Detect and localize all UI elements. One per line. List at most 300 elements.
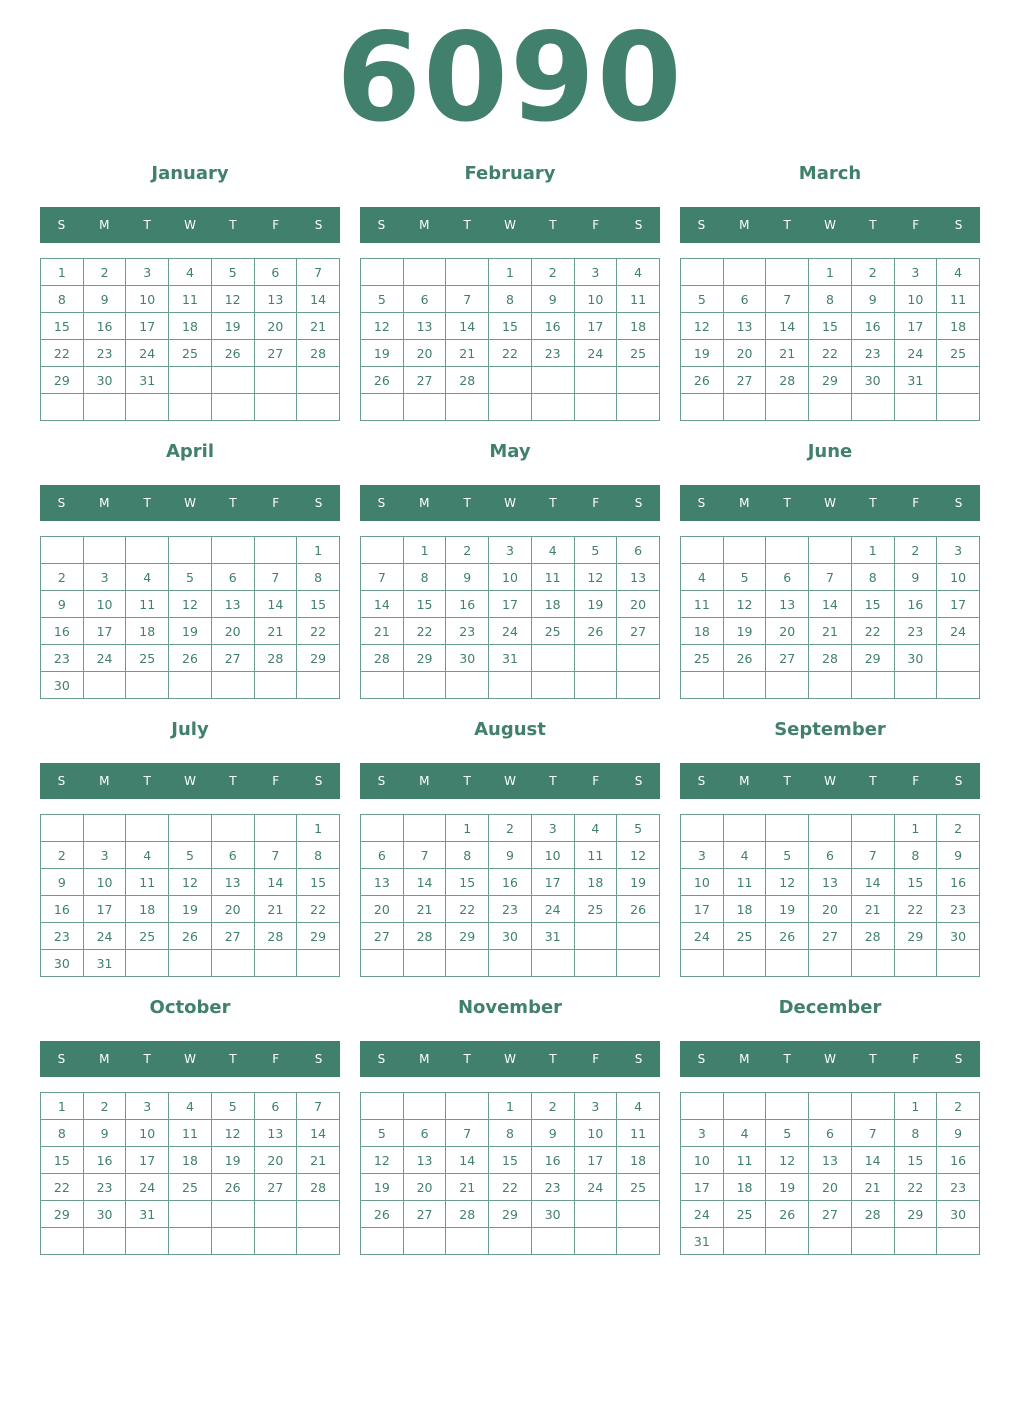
day-cell	[723, 815, 766, 842]
day-cell	[83, 672, 126, 699]
day-cell: 9	[489, 842, 532, 869]
day-cell	[851, 1228, 894, 1255]
week-row	[361, 842, 660, 869]
day-cell: 25	[937, 340, 980, 367]
day-cell: 12	[211, 286, 254, 313]
weekday-label: T	[463, 496, 471, 510]
weekday-label: S	[954, 1052, 963, 1066]
day-cell: 9	[894, 564, 937, 591]
day-cell: 18	[574, 869, 617, 896]
day-cell: 31	[489, 645, 532, 672]
day-cell: 30	[489, 923, 532, 950]
day-cell	[809, 672, 852, 699]
day-cell	[531, 367, 574, 394]
day-cell: 3	[681, 1120, 724, 1147]
day-cell	[617, 394, 660, 421]
weekday-label: T	[229, 218, 237, 232]
day-cell: 4	[723, 842, 766, 869]
day-cell: 3	[681, 842, 724, 869]
day-cell: 18	[617, 313, 660, 340]
day-cell: 5	[766, 842, 809, 869]
week-row	[361, 1228, 660, 1255]
day-cell: 30	[41, 672, 84, 699]
weekday-label: W	[824, 218, 836, 232]
day-cell: 22	[851, 618, 894, 645]
day-cell: 25	[723, 923, 766, 950]
day-cell	[297, 367, 340, 394]
day-cell: 5	[211, 1093, 254, 1120]
day-cell: 2	[894, 537, 937, 564]
day-cell: 21	[297, 313, 340, 340]
weekday-header	[360, 485, 660, 521]
day-cell: 7	[254, 564, 297, 591]
day-cell	[681, 950, 724, 977]
day-cell: 24	[574, 1174, 617, 1201]
weekday-header	[680, 207, 980, 243]
day-cell: 20	[403, 1174, 446, 1201]
day-cell: 2	[937, 1093, 980, 1120]
day-cell: 18	[723, 1174, 766, 1201]
week-row	[361, 815, 660, 842]
day-cell: 28	[254, 923, 297, 950]
weekday-label: M	[739, 1052, 750, 1066]
day-cell: 28	[851, 923, 894, 950]
day-cell	[489, 1228, 532, 1255]
month-name: October	[149, 997, 231, 1018]
week-row	[681, 367, 980, 394]
day-cell: 15	[297, 869, 340, 896]
week-row	[681, 286, 980, 313]
weekday-label: S	[57, 774, 66, 788]
month-name: April	[165, 441, 215, 462]
day-cell: 9	[446, 564, 489, 591]
day-cell: 3	[83, 842, 126, 869]
week-row	[41, 286, 340, 313]
day-cell: 20	[211, 618, 254, 645]
weekday-label: S	[314, 1052, 323, 1066]
day-cell: 17	[531, 869, 574, 896]
week-row	[361, 286, 660, 313]
day-cell: 4	[681, 564, 724, 591]
day-cell: 13	[211, 591, 254, 618]
day-cell: 27	[723, 367, 766, 394]
month-october	[40, 996, 340, 1266]
day-cell: 18	[617, 1147, 660, 1174]
weekday-label: S	[954, 774, 963, 788]
day-cell: 23	[83, 1174, 126, 1201]
day-cell: 24	[681, 923, 724, 950]
days-table	[680, 1092, 980, 1255]
day-cell	[574, 394, 617, 421]
day-cell	[446, 394, 489, 421]
day-cell: 1	[894, 1093, 937, 1120]
weekday-label: T	[549, 496, 557, 510]
days-table	[680, 258, 980, 421]
day-cell: 14	[851, 1147, 894, 1174]
day-cell: 9	[851, 286, 894, 313]
day-cell	[723, 672, 766, 699]
day-cell	[617, 645, 660, 672]
day-cell: 24	[574, 340, 617, 367]
day-cell: 2	[851, 259, 894, 286]
day-cell: 21	[851, 896, 894, 923]
day-cell: 16	[851, 313, 894, 340]
week-row	[41, 672, 340, 699]
day-cell: 13	[361, 869, 404, 896]
day-cell: 11	[681, 591, 724, 618]
day-cell: 15	[809, 313, 852, 340]
day-cell: 13	[809, 1147, 852, 1174]
weekday-label: T	[869, 218, 877, 232]
day-cell	[361, 1228, 404, 1255]
week-row	[361, 923, 660, 950]
day-cell: 19	[723, 618, 766, 645]
day-cell: 2	[83, 259, 126, 286]
day-cell: 6	[254, 259, 297, 286]
day-cell: 29	[446, 923, 489, 950]
weekday-label: W	[824, 1052, 836, 1066]
day-cell: 21	[446, 1174, 489, 1201]
days-table	[360, 814, 660, 977]
day-cell: 6	[211, 842, 254, 869]
day-cell: 16	[83, 313, 126, 340]
day-cell	[617, 950, 660, 977]
weekday-label: T	[783, 496, 791, 510]
day-cell: 28	[361, 645, 404, 672]
day-cell: 1	[41, 1093, 84, 1120]
week-row	[361, 1120, 660, 1147]
weekday-label: M	[99, 774, 110, 788]
day-cell: 30	[41, 950, 84, 977]
month-name: November	[457, 997, 563, 1018]
week-row	[681, 923, 980, 950]
day-cell: 20	[254, 1147, 297, 1174]
day-cell: 4	[617, 259, 660, 286]
week-row	[681, 340, 980, 367]
month-name: June	[807, 441, 853, 462]
weekday-label: S	[697, 496, 706, 510]
day-cell: 28	[851, 1201, 894, 1228]
day-cell	[254, 367, 297, 394]
day-cell: 1	[809, 259, 852, 286]
weekday-label: F	[912, 218, 920, 232]
day-cell: 26	[723, 645, 766, 672]
day-cell	[574, 672, 617, 699]
day-cell: 11	[937, 286, 980, 313]
day-cell: 30	[937, 1201, 980, 1228]
week-row	[361, 896, 660, 923]
day-cell: 26	[681, 367, 724, 394]
day-cell	[361, 672, 404, 699]
day-cell	[937, 672, 980, 699]
day-cell	[937, 645, 980, 672]
week-row	[41, 645, 340, 672]
day-cell	[531, 672, 574, 699]
day-cell: 9	[41, 869, 84, 896]
day-cell	[254, 950, 297, 977]
day-cell: 8	[403, 564, 446, 591]
day-cell: 15	[851, 591, 894, 618]
day-cell: 29	[41, 367, 84, 394]
day-cell	[681, 259, 724, 286]
day-cell: 11	[126, 869, 169, 896]
day-cell: 6	[809, 1120, 852, 1147]
day-cell: 29	[894, 923, 937, 950]
day-cell: 28	[403, 923, 446, 950]
day-cell: 28	[809, 645, 852, 672]
weekday-header	[360, 207, 660, 243]
day-cell: 4	[169, 1093, 212, 1120]
week-row	[681, 591, 980, 618]
day-cell: 10	[574, 286, 617, 313]
day-cell: 21	[254, 618, 297, 645]
day-cell: 24	[894, 340, 937, 367]
weekday-label: W	[504, 496, 516, 510]
day-cell	[851, 815, 894, 842]
day-cell: 10	[574, 1120, 617, 1147]
month-november	[360, 996, 660, 1266]
day-cell: 26	[574, 618, 617, 645]
weekday-label: F	[592, 218, 600, 232]
day-cell: 18	[681, 618, 724, 645]
month-name: January	[151, 163, 229, 184]
weekday-label: W	[504, 1052, 516, 1066]
day-cell: 24	[126, 340, 169, 367]
day-cell: 23	[489, 896, 532, 923]
weekday-label: S	[57, 496, 66, 510]
day-cell: 27	[809, 923, 852, 950]
day-cell: 31	[894, 367, 937, 394]
day-cell	[937, 950, 980, 977]
day-cell	[809, 1093, 852, 1120]
day-cell: 2	[937, 815, 980, 842]
day-cell: 28	[766, 367, 809, 394]
day-cell	[169, 672, 212, 699]
day-cell	[83, 394, 126, 421]
day-cell: 3	[126, 259, 169, 286]
weekday-label: W	[504, 218, 516, 232]
day-cell: 30	[83, 367, 126, 394]
day-cell: 14	[446, 1147, 489, 1174]
day-cell: 8	[489, 1120, 532, 1147]
day-cell	[489, 394, 532, 421]
day-cell: 19	[681, 340, 724, 367]
day-cell	[574, 367, 617, 394]
day-cell: 11	[574, 842, 617, 869]
day-cell	[41, 815, 84, 842]
week-row	[681, 618, 980, 645]
day-cell: 17	[937, 591, 980, 618]
day-cell: 12	[574, 564, 617, 591]
weekday-label: T	[143, 774, 151, 788]
day-cell	[894, 394, 937, 421]
day-cell: 5	[723, 564, 766, 591]
day-cell: 22	[489, 1174, 532, 1201]
day-cell: 28	[297, 1174, 340, 1201]
day-cell: 15	[41, 1147, 84, 1174]
day-cell: 4	[723, 1120, 766, 1147]
day-cell: 4	[531, 537, 574, 564]
day-cell	[403, 815, 446, 842]
day-cell: 26	[169, 923, 212, 950]
day-cell: 10	[531, 842, 574, 869]
day-cell: 28	[446, 1201, 489, 1228]
day-cell: 19	[574, 591, 617, 618]
day-cell: 27	[361, 923, 404, 950]
weekday-label: M	[99, 1052, 110, 1066]
day-cell: 13	[254, 1120, 297, 1147]
day-cell	[403, 394, 446, 421]
day-cell	[617, 1201, 660, 1228]
week-row	[361, 869, 660, 896]
day-cell: 15	[403, 591, 446, 618]
day-cell	[617, 367, 660, 394]
week-row	[681, 645, 980, 672]
day-cell: 9	[937, 842, 980, 869]
day-cell: 29	[297, 645, 340, 672]
day-cell	[531, 394, 574, 421]
day-cell: 16	[894, 591, 937, 618]
week-row	[681, 1093, 980, 1120]
day-cell: 13	[403, 313, 446, 340]
month-june	[680, 440, 980, 710]
week-row	[41, 313, 340, 340]
day-cell: 27	[403, 367, 446, 394]
week-row	[361, 618, 660, 645]
week-row	[681, 815, 980, 842]
day-cell: 17	[574, 1147, 617, 1174]
weekday-label: M	[419, 496, 430, 510]
day-cell	[446, 1228, 489, 1255]
day-cell: 14	[851, 869, 894, 896]
weekday-label: M	[739, 496, 750, 510]
day-cell: 25	[617, 1174, 660, 1201]
weekday-label: S	[697, 774, 706, 788]
month-name: May	[489, 441, 531, 462]
day-cell: 28	[254, 645, 297, 672]
weekday-label: F	[912, 774, 920, 788]
weekday-header	[360, 763, 660, 799]
day-cell: 3	[83, 564, 126, 591]
day-cell	[297, 1201, 340, 1228]
day-cell: 6	[254, 1093, 297, 1120]
day-cell: 23	[531, 1174, 574, 1201]
day-cell: 19	[211, 313, 254, 340]
day-cell: 6	[766, 564, 809, 591]
day-cell: 16	[531, 1147, 574, 1174]
day-cell: 15	[894, 869, 937, 896]
day-cell: 2	[41, 564, 84, 591]
day-cell: 27	[617, 618, 660, 645]
day-cell: 18	[126, 896, 169, 923]
weekday-label: F	[272, 1052, 280, 1066]
day-cell: 23	[531, 340, 574, 367]
day-cell	[809, 1228, 852, 1255]
month-august	[360, 718, 660, 988]
weekday-label: S	[377, 496, 386, 510]
day-cell	[766, 259, 809, 286]
day-cell: 18	[937, 313, 980, 340]
day-cell	[126, 672, 169, 699]
day-cell: 10	[489, 564, 532, 591]
day-cell: 23	[41, 645, 84, 672]
day-cell	[211, 950, 254, 977]
day-cell: 22	[894, 1174, 937, 1201]
day-cell	[169, 815, 212, 842]
month-december	[680, 996, 980, 1266]
day-cell: 10	[894, 286, 937, 313]
day-cell: 23	[937, 1174, 980, 1201]
day-cell: 29	[809, 367, 852, 394]
day-cell	[851, 950, 894, 977]
day-cell: 11	[169, 286, 212, 313]
day-cell: 6	[403, 286, 446, 313]
week-row	[681, 842, 980, 869]
day-cell: 21	[403, 896, 446, 923]
day-cell: 19	[211, 1147, 254, 1174]
day-cell: 30	[851, 367, 894, 394]
weekday-label: S	[377, 218, 386, 232]
day-cell: 16	[41, 896, 84, 923]
day-cell: 5	[617, 815, 660, 842]
day-cell	[617, 923, 660, 950]
day-cell	[254, 537, 297, 564]
weekday-header	[40, 763, 340, 799]
day-cell: 21	[446, 340, 489, 367]
day-cell: 11	[723, 1147, 766, 1174]
weekday-label: F	[272, 774, 280, 788]
day-cell: 8	[41, 286, 84, 313]
day-cell: 25	[681, 645, 724, 672]
day-cell	[403, 950, 446, 977]
day-cell: 11	[126, 591, 169, 618]
month-name: March	[798, 163, 862, 184]
day-cell: 5	[211, 259, 254, 286]
week-row	[361, 1147, 660, 1174]
day-cell: 26	[766, 1201, 809, 1228]
day-cell	[254, 672, 297, 699]
day-cell: 22	[403, 618, 446, 645]
day-cell: 15	[41, 313, 84, 340]
day-cell: 6	[361, 842, 404, 869]
day-cell	[41, 394, 84, 421]
day-cell: 12	[681, 313, 724, 340]
day-cell: 1	[894, 815, 937, 842]
day-cell	[766, 672, 809, 699]
weekday-label: W	[184, 218, 196, 232]
day-cell: 21	[361, 618, 404, 645]
day-cell: 30	[531, 1201, 574, 1228]
day-cell	[361, 1093, 404, 1120]
weekday-label: S	[954, 218, 963, 232]
day-cell: 17	[574, 313, 617, 340]
weekday-label: S	[697, 218, 706, 232]
day-cell	[937, 394, 980, 421]
day-cell	[809, 815, 852, 842]
day-cell: 23	[937, 896, 980, 923]
day-cell	[574, 923, 617, 950]
day-cell: 22	[297, 618, 340, 645]
day-cell	[361, 394, 404, 421]
day-cell: 20	[617, 591, 660, 618]
day-cell: 15	[489, 313, 532, 340]
day-cell	[681, 1093, 724, 1120]
week-row	[681, 869, 980, 896]
day-cell: 25	[126, 645, 169, 672]
weekday-header	[680, 485, 980, 521]
week-row	[681, 672, 980, 699]
day-cell	[83, 815, 126, 842]
